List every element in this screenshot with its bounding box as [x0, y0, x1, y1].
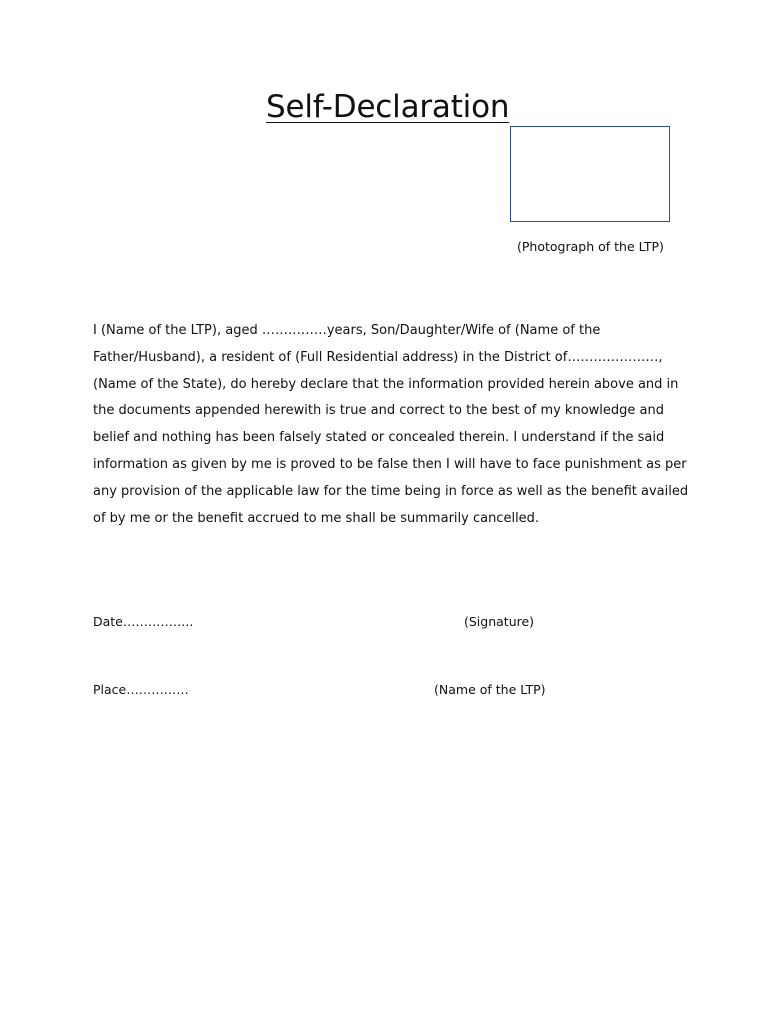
declaration-body: [93, 318, 689, 532]
declaration-line: (Name of the State), do hereby declare that the information provided herein above and in: [93, 376, 679, 392]
date-field-label: Date……………..: [93, 614, 194, 629]
document-title: Self-Declaration: [266, 89, 510, 125]
declaration-line: any provision of the applicable law for the time being in force as well as the benefit availed: [93, 483, 689, 499]
declaration-line: I (Name of the LTP), aged ……………years, Son/Daughter/Wife of (Name of the: [93, 323, 601, 338]
declaration-line: belief and nothing has been falsely stated or concealed therein. I understand if the said: [93, 430, 665, 446]
signature-label: (Signature): [464, 614, 535, 629]
declaration-line: the documents appended herewith is true and correct to the best of my knowledge and: [93, 403, 664, 419]
photo-caption: (Photograph of the LTP): [517, 239, 664, 254]
declaration-line: Father/Husband), a resident of (Full Residential address) in the District of…………………,: [93, 349, 663, 365]
declaration-line: information as given by me is proved to be false then I will have to face punishment as per: [93, 456, 687, 472]
ltp-name-label: (Name of the LTP): [434, 682, 546, 697]
photo-placeholder-box: [510, 126, 670, 222]
declaration-line: of by me or the benefit accrued to me shall be summarily cancelled.: [93, 510, 540, 526]
place-field-label: Place……………: [93, 682, 189, 697]
